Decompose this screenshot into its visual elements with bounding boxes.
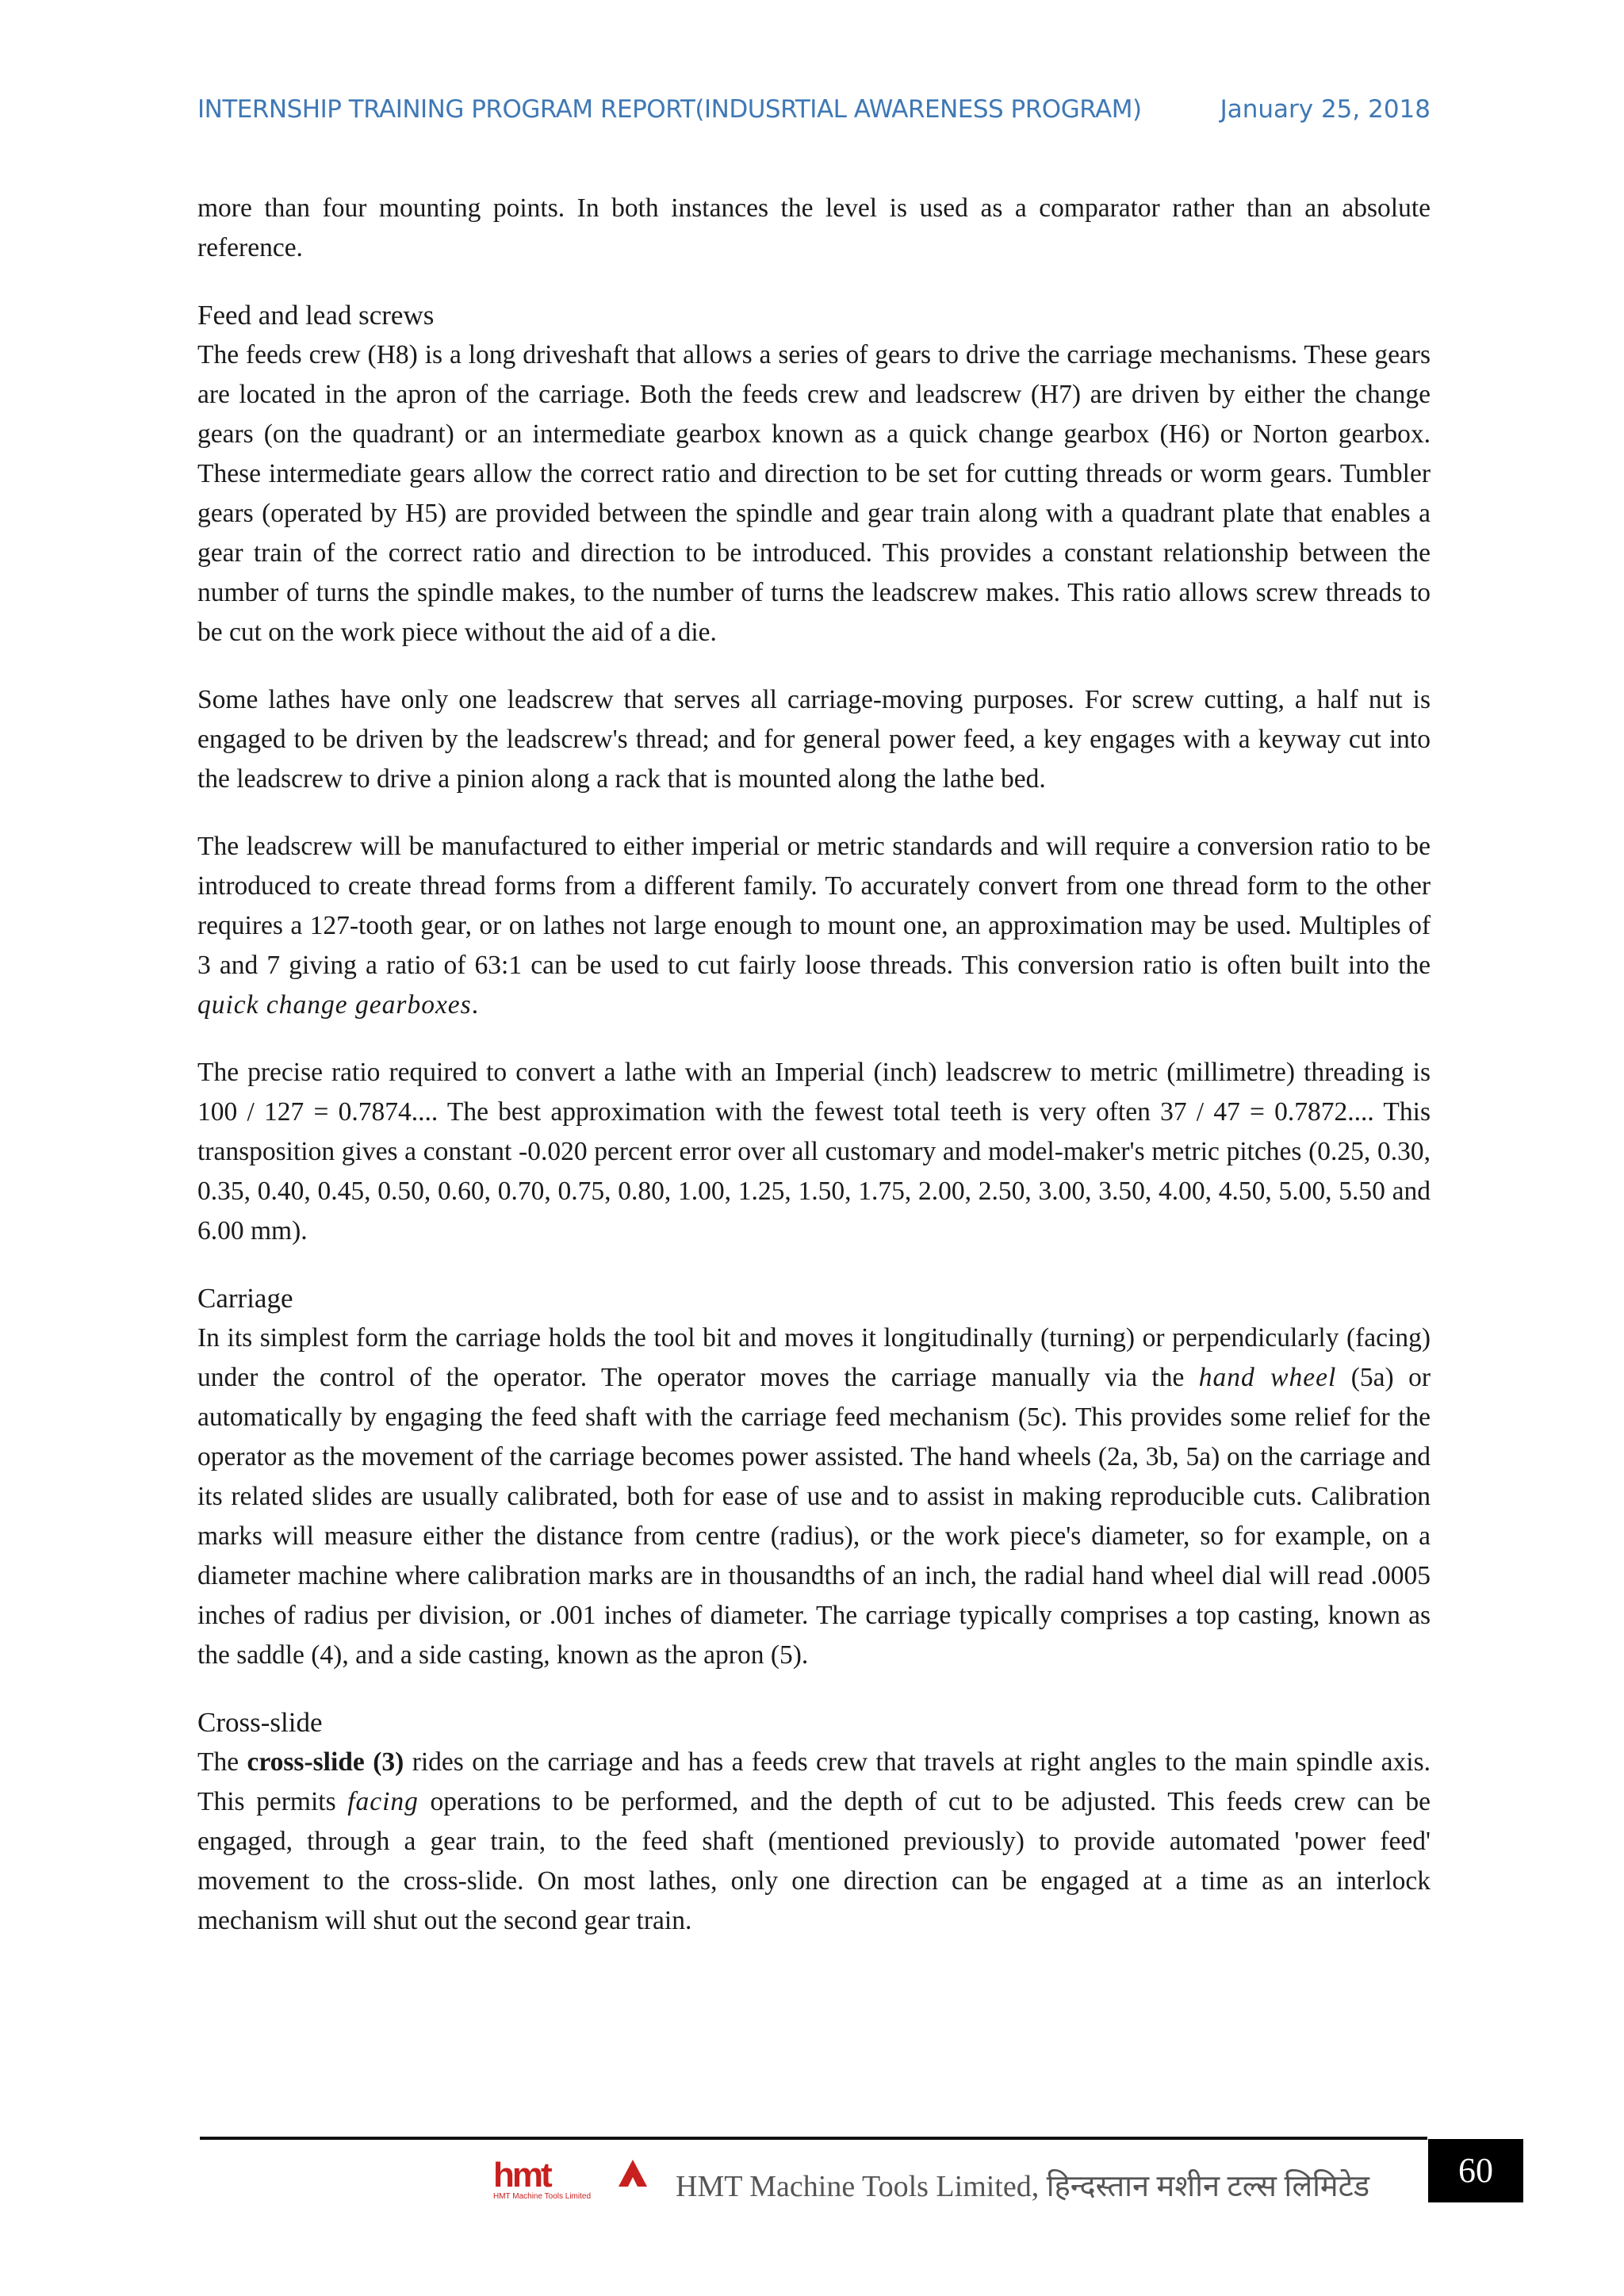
text-run: The leadscrew will be manufactured to either imperial or metric standards and will require a conversion ratio to be introduced to create thread forms from a different family. To accurately convert from one thread form to the other requires a 127-tooth gear, or on lathes not large enough to mount one, an approximation may be used. Multiples of 3 and 7 giving a ratio of 63:1 can be used to cut fairly loose threads. This conversion ratio is often built into the bbox=[197, 832, 1431, 980]
paragraph-cross-slide bbox=[197, 1743, 1431, 1941]
bold-term: cross-slide (3) bbox=[247, 1747, 404, 1777]
page-footer bbox=[492, 2155, 1411, 2202]
header-title: INTERNSHIP TRAINING PROGRAM REPORT(INDUSRTIAL AWARENESS PROGRAM) bbox=[197, 95, 1142, 124]
text-run: operations to be performed, and the depth of cut to be adjusted. This feeds crew can be engaged, through a gear train, to the feed shaft (mentioned previously) to provide automated 'power feed' movement to the cross-slide. On most lathes, only one direction can be engaged at a time as an interlock mechanism will shut out the second gear train. bbox=[197, 1787, 1431, 1935]
paragraph-carriage bbox=[197, 1318, 1431, 1675]
paragraph-conversion-ratio bbox=[197, 827, 1431, 1025]
section-heading-carriage: Carriage bbox=[197, 1283, 293, 1314]
header-date: January 25, 2018 bbox=[1220, 95, 1431, 124]
text-run: The bbox=[197, 1747, 247, 1777]
italic-term: hand wheel bbox=[1198, 1363, 1337, 1392]
section-heading-feed-lead-screws: Feed and lead screws bbox=[197, 300, 435, 331]
paragraph-single-leadscrew: Some lathes have only one leadscrew that serves all carriage-moving purposes. For screw cutting, a half nut is engaged to be driven by the leadscrew's thread; and for general power feed, a key engages with a keyway cut into the leadscrew to drive a pinion along a rack that is mounted along the lathe bed. bbox=[197, 685, 1431, 794]
page-body bbox=[197, 189, 1431, 1969]
text-run: . bbox=[471, 990, 479, 1020]
paragraph-feeds-crew: The feeds crew (H8) is a long driveshaft that allows a series of gears to drive the carriage mechanisms. These gears are located in the apron of the carriage. Both the feeds crew and leadscrew (H7) are driven by either the change gears (on the quadrant) or an intermediate gearbox known as a quick change gearbox (H6) or Norton gearbox. These intermediate gears allow the correct ratio and direction to be set for cutting threads or worm gears. Tumbler gears (operated by H5) are provided between the spindle and gear train along with a quadrant plate that enables a gear train of the correct ratio and direction to be introduced. This provides a constant relationship between the number of turns the spindle makes, to the number of turns the leadscrew makes. This ratio allows screw threads to be cut on the work piece without the aid of a die. bbox=[197, 340, 1431, 647]
italic-term: quick change gearboxes bbox=[197, 990, 472, 1020]
logo-subtext: HMT Machine Tools Limited bbox=[493, 2192, 592, 2201]
text-run: In its simplest form the carriage holds the tool bit and moves it longitudinally (turning) or perpendicularly (facing) under the control of the operator. The operator moves the carriage manually via the bbox=[197, 1323, 1431, 1392]
footer-company-name: HMT Machine Tools Limited, हिन्दस्तान मशीन टल्स लिमिटेड bbox=[676, 2170, 1370, 2203]
text-run: (5a) or automatically by engaging the feed shaft with the carriage feed mechanism (5c). This provides some relief for the operator as the movement of the carriage becomes power assisted. The hand wheels (2a, 3b, 5a) on the carriage and its related slides are usually calibrated, both for ease of use and to assist in making reproducible cuts. Calibration marks will measure either the distance from centre (radius), or the work piece's diameter, so for example, on a diameter machine where calibration marks are in thousandths of an inch, the radial hand wheel dial will read .0005 inches of radius per division, or .001 inches of diameter. The carriage typically comprises a top casting, known as the saddle (4), and a side casting, known as the apron (5). bbox=[197, 1363, 1431, 1670]
logo-wordmark: hmt bbox=[493, 2156, 550, 2195]
paragraph-continuation: more than four mounting points. In both instances the level is used as a comparator rather than an absolute reference. bbox=[197, 193, 1431, 262]
paragraph-precise-ratio: The precise ratio required to convert a lathe with an Imperial (inch) leadscrew to metric (millimetre) threading is 100 / 127 = 0.7874.... The best approximation with the fewest total teeth is very often 37 / 47 = 0.7872.... This transposition gives a constant -0.020 percent error over all customary and model-maker's metric pitches (0.25, 0.30, 0.35, 0.40, 0.45, 0.50, 0.60, 0.70, 0.75, 0.80, 1.00, 1.25, 1.50, 1.75, 2.00, 2.50, 3.00, 3.50, 4.00, 4.50, 5.00, 5.50 and 6.00 mm). bbox=[197, 1058, 1431, 1246]
section-heading-cross-slide: Cross-slide bbox=[197, 1707, 323, 1738]
page-header bbox=[197, 95, 1431, 135]
hmt-logo bbox=[492, 2155, 676, 2201]
footer-divider bbox=[200, 2137, 1427, 2140]
text-run: rides on the carriage and has a feeds crew that travels at right angles to the main spindle axis. This permits bbox=[197, 1747, 1431, 1816]
page-number: 60 bbox=[1428, 2139, 1523, 2202]
italic-term: facing bbox=[347, 1787, 419, 1816]
